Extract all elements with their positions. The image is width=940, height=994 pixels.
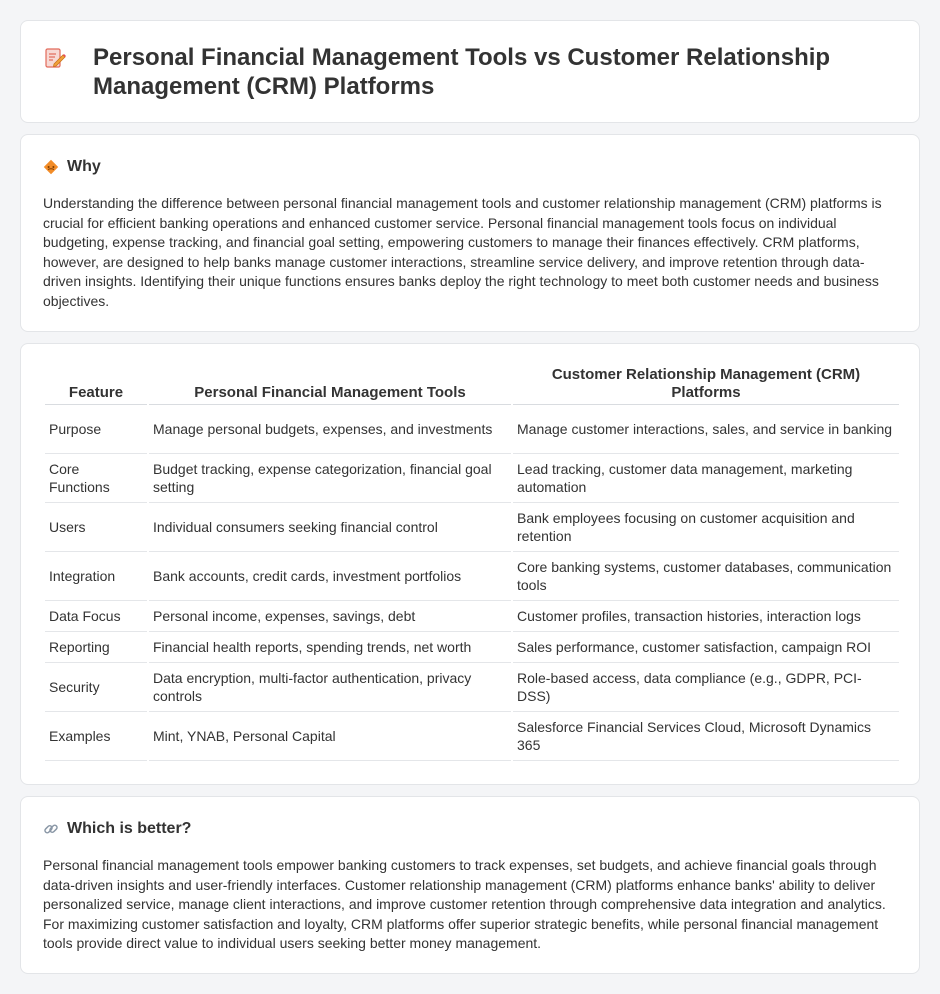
- why-section: [20, 134, 920, 332]
- feature-cell: Reporting: [45, 632, 147, 663]
- table-row: [45, 712, 899, 761]
- pfm-cell: Budget tracking, expense categorization, financial goal setting: [149, 454, 511, 503]
- crm-cell: Sales performance, customer satisfaction, campaign ROI: [513, 632, 899, 663]
- column-header: Customer Relationship Management (CRM) Platforms: [513, 365, 899, 405]
- column-header: Feature: [45, 365, 147, 405]
- why-text: Understanding the difference between personal financial management tools and customer relationship management (CRM) platforms is crucial for efficient banking operations and enhanced customer service. Personal financial management tools focus on individual budgeting, expense tracking, and financial goal setting, empowering customers to manage their finances effectively. CRM platforms, however, are designed to help banks manage customer interactions, streamline service delivery, and improve retention through data-driven insights. Identifying their unique functions ensures banks deploy the right technology to meet both customer needs and business objectives.: [43, 195, 882, 309]
- comparison-table: [43, 365, 901, 761]
- pfm-cell: Financial health reports, spending trends, net worth: [149, 632, 511, 663]
- crm-cell: Core banking systems, customer databases, communication tools: [513, 552, 899, 601]
- feature-cell: Core Functions: [45, 454, 147, 503]
- table-row: [45, 632, 899, 663]
- better-header: [43, 819, 897, 839]
- table-row: [45, 552, 899, 601]
- crm-cell: Lead tracking, customer data management, marketing automation: [513, 454, 899, 503]
- crm-cell: Salesforce Financial Services Cloud, Microsoft Dynamics 365: [513, 712, 899, 761]
- diamond-warning-icon: [43, 159, 59, 175]
- better-text: Personal financial management tools empower banking customers to track expenses, set budgets, and achieve financial goals through data-driven insights and user-friendly interfaces. Customer relationship management (CRM) platforms enhance banks' ability to deliver personalized service, manage client interactions, and improve customer retention through comprehensive data integration and analytics. For maximizing customer satisfaction and loyalty, CRM platforms offer superior strategic benefits, while personal financial management tools provide direct value to individual users seeking better money management.: [43, 857, 886, 952]
- table-row: [45, 663, 899, 712]
- why-header: [43, 157, 897, 177]
- better-heading: Which is better?: [67, 820, 192, 837]
- crm-cell: Customer profiles, transaction histories, interaction logs: [513, 601, 899, 632]
- link-icon: [43, 821, 59, 837]
- page-title: Personal Financial Management Tools vs Customer Relationship Management (CRM) Platforms: [93, 44, 831, 100]
- crm-cell: Bank employees focusing on customer acquisition and retention: [513, 503, 899, 552]
- why-heading: Why: [67, 158, 101, 175]
- table-row: [45, 601, 899, 632]
- memo-pencil-icon: [43, 46, 67, 70]
- crm-cell: Manage customer interactions, sales, and service in banking: [513, 405, 899, 454]
- title-card: [20, 20, 920, 123]
- feature-cell: Data Focus: [45, 601, 147, 632]
- pfm-cell: Bank accounts, credit cards, investment portfolios: [149, 552, 511, 601]
- table-row: [45, 454, 899, 503]
- crm-cell: Role-based access, data compliance (e.g., GDPR, PCI-DSS): [513, 663, 899, 712]
- pfm-cell: Mint, YNAB, Personal Capital: [149, 712, 511, 761]
- pfm-cell: Data encryption, multi-factor authentication, privacy controls: [149, 663, 511, 712]
- pfm-cell: Personal income, expenses, savings, debt: [149, 601, 511, 632]
- better-section: [20, 796, 920, 974]
- table-row: [45, 503, 899, 552]
- feature-cell: Users: [45, 503, 147, 552]
- table-row: [45, 405, 899, 454]
- table-header-row: [45, 365, 899, 405]
- pfm-cell: Manage personal budgets, expenses, and investments: [149, 405, 511, 454]
- comparison-section: [20, 343, 920, 785]
- pfm-cell: Individual consumers seeking financial control: [149, 503, 511, 552]
- feature-cell: Security: [45, 663, 147, 712]
- column-header: Personal Financial Management Tools: [149, 365, 511, 405]
- feature-cell: Examples: [45, 712, 147, 761]
- feature-cell: Purpose: [45, 405, 147, 454]
- feature-cell: Integration: [45, 552, 147, 601]
